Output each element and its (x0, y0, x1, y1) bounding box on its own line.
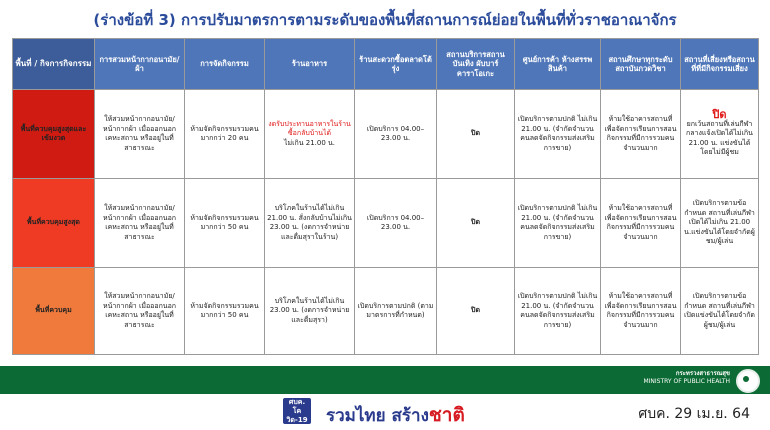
table-row (13, 90, 759, 179)
column-header: ร้านอาหาร (265, 39, 355, 90)
page-title: (ร่างข้อที่ 3) การปรับมาตรการตามระดับของพื้นที่สถานการณ์ย่อยในพื้นที่ทั่วราชอาณาจักร (93, 11, 677, 29)
column-header: การสวมหน้ากากอนามัย/ผ้า (95, 39, 185, 90)
date-label: ศบค. 29 เม.ย. 64 (638, 406, 750, 422)
column-header: การจัดกิจกรรม (185, 39, 265, 90)
slogan-emphasis: ชาติ (428, 404, 465, 426)
entertainment-cell: ปิด (437, 179, 515, 268)
measures-table (12, 38, 759, 355)
store-cell: เปิดบริการ 04.00–23.00 น. (355, 179, 437, 268)
school-cell: ห้ามใช้อาคารสถานที่ เพื่อจัดการเรียนการสอน กิจกรรมที่มีการรวมคนจำนวนมาก (601, 179, 681, 268)
mask-cell: ให้สวมหน้ากากอนามัย/หน้ากากผ้า เมื่อออกนอกเคหะสถาน หรืออยู่ในที่สาธารณะ (95, 268, 185, 355)
restaurant-cell (265, 90, 355, 179)
column-header: ศูนย์การค้า ห้างสรรพสินค้า (515, 39, 601, 90)
risk-cell (681, 90, 759, 179)
entertainment-cell: ปิด (437, 90, 515, 179)
zone-label: พื้นที่ควบคุมสูงสุดและเข้มงวด (13, 90, 95, 179)
restaurant-time: ไม่เกิน 21.00 น. (283, 138, 336, 147)
zone-label: พื้นที่ควบคุม (13, 268, 95, 355)
slogan (326, 400, 465, 430)
column-header: ร้านสะดวกซื้อตลาดโต้รุ่ง (355, 39, 437, 90)
ministry-footer (0, 366, 770, 394)
risk-status: ปิด (712, 108, 727, 122)
column-header: สถานบริการสถานบันเทิง ผับบาร์ คาราโอเกะ (437, 39, 515, 90)
mall-cell: เปิดบริการตามปกติ ไม่เกิน 21.00 น. (จำกัดจำนวนคนลดจัดกิจกรรมส่งเสริมการขาย) (515, 179, 601, 268)
mask-cell: ให้สวมหน้ากากอนามัย/หน้ากากผ้า เมื่อออกนอกเคหะสถาน หรืออยู่ในที่สาธารณะ (95, 90, 185, 179)
ministry-name (643, 370, 730, 386)
mask-cell: ให้สวมหน้ากากอนามัย/หน้ากากผ้า เมื่อออกนอกเคหะสถาน หรืออยู่ในที่สาธารณะ (95, 179, 185, 268)
store-cell: เปิดบริการตามปกติ (ตามมาตรการที่กำหนด) (355, 268, 437, 355)
slogan-text: รวมไทย สร้าง (326, 406, 429, 426)
column-header: สถานศึกษาทุกระดับ สถาบันกวดวิชา (601, 39, 681, 90)
column-header: สถานที่เสี่ยงหรือสถานที่ที่มีกิจกรรมเสี่ยง (681, 39, 759, 90)
risk-note: ยกเว้นสถานที่เล่นกีฬากลางแจ้งเปิดได้ไม่เกิน 21.00 น. แข่งขันได้โดยไม่มีผู้ชม (686, 119, 753, 157)
mall-cell: เปิดบริการตามปกติ ไม่เกิน 21.00 น. (จำกัดจำนวนคนลดจัดกิจกรรมส่งเสริมการขาย) (515, 268, 601, 355)
zone-label: พื้นที่ควบคุมสูงสุด (13, 179, 95, 268)
entertainment-cell: ปิด (437, 268, 515, 355)
ministry-seal-icon (736, 369, 760, 393)
ministry-name-th: กระทรวงสาธารณสุข (675, 370, 730, 377)
school-cell: ห้ามใช้อาคารสถานที่ เพื่อจัดการเรียนการสอน กิจกรรมที่มีการรวมคนจำนวนมาก (601, 268, 681, 355)
logo-sub: โควิด-19 (286, 407, 308, 424)
table-row (13, 268, 759, 355)
logo-text: ศบค. (288, 398, 306, 406)
bottom-bar (0, 394, 770, 427)
table-header-row (13, 39, 759, 90)
mall-cell: เปิดบริการตามปกติ ไม่เกิน 21.00 น. (จำกัดจำนวนคนลดจัดกิจกรรมส่งเสริมการขาย) (515, 90, 601, 179)
store-cell: เปิดบริการ 04.00–23.00 น. (355, 90, 437, 179)
risk-cell: เปิดบริการตามข้อกำหนด สถานที่เล่นกีฬาเปิดได้ไม่เกิน 21.00 น.แข่งขันได้โดยจำกัดผู้ชม/ผู้เล่น (681, 179, 759, 268)
restaurant-cell: บริโภคในร้านได้ไม่เกิน 23.00 น. (งดการจำหน่ายและดื่มสุรา) (265, 268, 355, 355)
table-row (13, 179, 759, 268)
ccsa-logo (283, 398, 311, 424)
restaurant-cell: บริโภคในร้านได้ไม่เกิน 21.00 น. สั่งกลับบ้านไม่เกิน 23.00 น. (งดการจำหน่ายและดื่มสุราในร้าน) (265, 179, 355, 268)
risk-cell: เปิดบริการตามข้อกำหนด สถานที่เล่นกีฬาเปิดแข่งขันได้โดยจำกัดผู้ชม/ผู้เล่น (681, 268, 759, 355)
column-header: พื้นที่ / กิจการกิจกรรม (13, 39, 95, 90)
activity-cell: ห้ามจัดกิจกรรมรวมคนมากกว่า 50 คน (185, 179, 265, 268)
ministry-name-en: MINISTRY OF PUBLIC HEALTH (643, 378, 730, 385)
activity-cell: ห้ามจัดกิจกรรมรวมคนมากกว่า 20 คน (185, 90, 265, 179)
school-cell: ห้ามใช้อาคารสถานที่ เพื่อจัดการเรียนการสอน กิจกรรมที่มีการรวมคนจำนวนมาก (601, 90, 681, 179)
restaurant-note: งดรับประทานอาหารในร้าน ซื้อกลับบ้านได้ (268, 119, 351, 138)
activity-cell: ห้ามจัดกิจกรรมรวมคนมากกว่า 50 คน (185, 268, 265, 355)
